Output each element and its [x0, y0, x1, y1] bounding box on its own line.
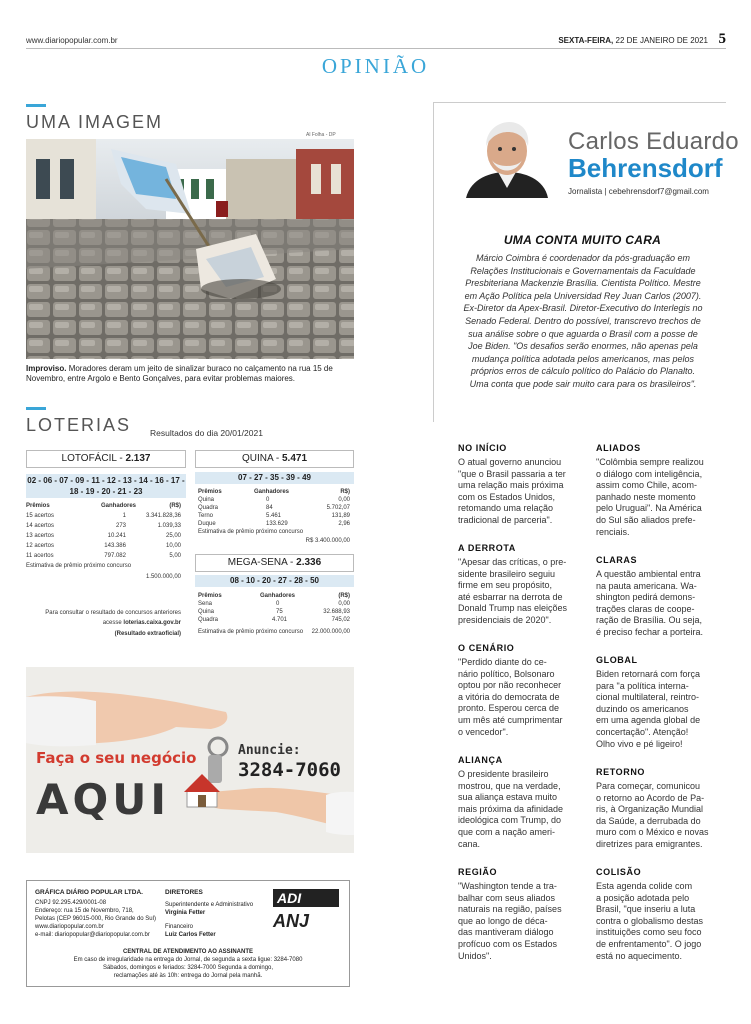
company-cnpj: CNPJ 92.295.429/0001-08 [35, 900, 107, 906]
text-line: até esbarrar na derrota de [458, 591, 563, 602]
text-line: mais próxima da afinidade [458, 803, 564, 814]
director1-role: Superintendente e Administrativo [165, 902, 254, 908]
text-line: Donald Trump nas eleições [458, 603, 568, 614]
intro-line: Joe Biden. "Os desafios serão enormes, não apenas pela [468, 341, 698, 352]
quina-table [198, 489, 350, 549]
intro-line: Márcio Coimbra é coordenador da pós-graduação em [475, 253, 691, 263]
director1-name: Virgínia Fetter [165, 910, 206, 916]
table-cell: 2,96 [338, 521, 350, 527]
page-header [26, 31, 726, 48]
table-cell: 131,89 [331, 513, 350, 519]
page-date [558, 36, 708, 45]
subhead-colisao: COLISÃO [596, 867, 642, 877]
intro-line: Uma conta que pode sair muito cara para os brasileiros". [469, 378, 697, 389]
intro-line: próprios erros de cálculo político do Palácio do Planalto. [470, 366, 696, 377]
text-line: Biden retornará com força [596, 669, 701, 679]
photo-credit: Al Folha - DP [306, 132, 336, 138]
table-cell: 745,02 [331, 617, 350, 623]
para-regiao [458, 881, 572, 962]
lotofacil-numbers-line2: 18 - 19 - 20 - 21 - 23 [69, 487, 143, 496]
para-o-cenario [458, 657, 572, 738]
subhead-regiao: REGIÃO [458, 867, 498, 877]
megasena-estimate: 22.000.000,00 [311, 629, 350, 635]
subhead-retorno: RETORNO [596, 767, 646, 777]
column-border-top [433, 102, 726, 103]
table-cell: 5.461 [266, 513, 282, 519]
service-line1: Em caso de irregularidade na entrega do Jornal, de segunda a sexta ligue: 3284-7080 [73, 957, 303, 963]
table-cell: 10.241 [107, 533, 126, 539]
table-cell: 797.082 [104, 553, 126, 559]
text-line: o vencedor". [458, 726, 509, 737]
table-cell: 5.702,07 [326, 505, 350, 511]
intro-line: mudança política adotada pelos americanos, mas pelos [471, 353, 695, 364]
table-cell: 143.386 [104, 543, 126, 549]
email-link[interactable]: e-mail: diariopopular@diariopopular.com.br [35, 932, 150, 938]
quina-numbers: 07 - 27 - 35 - 39 - 49 [195, 472, 354, 484]
text-line: shington pedirá demons- [596, 592, 696, 603]
table-cell: 75 [276, 609, 283, 615]
text-line: muro com o México e novas [596, 827, 709, 838]
text-line: renciais. [596, 526, 630, 537]
service-title: CENTRAL DE ATENDIMENTO AO ASSINANTE [122, 949, 253, 955]
quina-col-valor: R$) [340, 489, 350, 495]
quina-estimate-label: Estimativa de prêmio próximo concurso [198, 529, 304, 535]
street-pothole-photo [26, 139, 354, 359]
text-line: balhar com seus aliados [458, 892, 556, 903]
intro-line: em Ação Política pela Universidad Rey Juan Carlos (2007). [464, 290, 702, 301]
ad-headline: Faça o seu negócio [36, 749, 197, 767]
megasena-header [195, 554, 354, 572]
megasena-table [198, 593, 350, 639]
text-line: está no aquecimento. [596, 950, 683, 961]
megasena-contest: 2.336 [296, 557, 322, 568]
lottery-date: Resultados do dia 20/01/2021 [150, 428, 263, 438]
table-cell: 0 [276, 601, 280, 607]
text-line: com os Estados Unidos, [458, 491, 556, 502]
photo-caption [26, 364, 356, 384]
table-cell: Quadra [198, 617, 219, 623]
table-cell: 84 [266, 505, 273, 511]
service-line3: reclamações até às 10h: entrega do Jornal pela manhã. [113, 973, 263, 979]
para-retorno [596, 781, 712, 851]
text-line: diretrizes para emigrantes. [596, 838, 703, 849]
text-line: "Apesar das críticas, o pre- [458, 557, 567, 567]
text-line: O atual governo anunciou [458, 457, 562, 467]
table-cell: Quina [198, 497, 215, 503]
advertisement-banner[interactable] [26, 667, 354, 853]
text-line: "Perdido diante do ce- [458, 657, 547, 667]
table-cell: 25,00 [165, 533, 181, 539]
table-cell: 4.701 [272, 617, 288, 623]
lotofacil-estimate-label: Estimativa de prêmio próximo concurso [26, 563, 132, 569]
table-cell: 1 [122, 513, 126, 519]
table-cell: 0,00 [338, 497, 350, 503]
text-line: da Saúde, a derrubada do [596, 815, 701, 826]
text-line: das mantiveram diálogo [458, 927, 554, 938]
text-line: um mês até cumprimentar [458, 714, 563, 725]
date-weekday: SEXTA-FEIRA, [558, 36, 614, 45]
caption-text: Moradores deram um jeito de sinalizar buraco no calçamento na rua 15 de Novembro, entre Argolo e Bento Gonçalves, para evitar problemas maiores. [26, 364, 333, 383]
text-line: presidenciais de 2020". [458, 614, 552, 625]
table-cell: 1.039,33 [157, 523, 181, 529]
text-line: que com a nação ameri- [458, 826, 556, 837]
lotofacil-numbers-line1: 02 - 06 - 07 - 09 - 11 - 12 - 13 - 14 - 16 - 17 - [27, 476, 185, 485]
intro-line: Senado Federal. Dentro do possível, transcrevo trechos de [465, 315, 701, 326]
site-url[interactable]: www.diariopopular.com.br [26, 36, 118, 45]
lotofacil-header [26, 450, 186, 468]
section-title: OPINIÃO [321, 54, 430, 78]
subhead-alianca: ALIANÇA [458, 755, 503, 765]
text-line: a vitória do democrata de [458, 691, 560, 702]
text-line: Brasil, "que inseriu a luta [596, 904, 696, 915]
table-cell: 12 acertos [26, 543, 55, 549]
table-cell: Quina [198, 609, 215, 615]
text-line: mostrou, que na verdade, [458, 780, 561, 791]
text-line: Para começar, comunicou [596, 781, 701, 791]
text-line: profícuo com os Estados [458, 938, 558, 949]
text-line: Olho vivo e pé ligeiro! [596, 738, 683, 749]
megasena-name: MEGA-SENA - [227, 557, 297, 568]
quina-header [195, 450, 354, 468]
table-cell: 13 acertos [26, 533, 55, 539]
para-alianca [458, 769, 572, 850]
text-line: "que o Brasil passaria a ter [458, 468, 566, 479]
table-cell: 133.629 [266, 521, 288, 527]
lotofacil-contest: 2.137 [125, 453, 151, 464]
para-claras [596, 569, 712, 639]
column-border-left [433, 102, 434, 422]
subhead-claras: CLARAS [596, 555, 638, 565]
text-line: cana. [458, 838, 481, 849]
consult-prefix: acesse [102, 620, 122, 626]
text-line: sidente brasileiro seguiu [458, 568, 556, 579]
directors-title: DIRETORES [165, 889, 203, 896]
column-intro [448, 252, 718, 391]
text-line: pronto. Esperou cerca de [458, 703, 560, 714]
address-line1: Endereço: rua 15 de Novembro, 718, [35, 908, 134, 914]
megasena-col-premios: Prêmios [198, 593, 222, 599]
text-line: que ao longo de déca- [458, 915, 548, 926]
caption-bold: Improviso. [26, 364, 67, 373]
quina-estimate: R$ 3.400.000,00 [305, 538, 350, 544]
text-line: em uma agenda global de [596, 715, 701, 726]
text-line: trações claras de coope- [596, 603, 695, 614]
text-line: optou por não reconhecer [458, 680, 562, 691]
text-line: pelo Uruguai". Na América [596, 503, 702, 514]
page-number: 5 [718, 31, 726, 47]
lotofacil-name: LOTOFÁCIL - [61, 453, 126, 464]
ad-phone[interactable]: 3284-7060 [238, 759, 341, 781]
author-first-name: Carlos Eduardo [568, 128, 739, 155]
text-line: "Washington tende a tra- [458, 881, 557, 891]
column-title: UMA CONTA MUITO CARA [503, 233, 662, 247]
text-line: retomando uma relação [458, 503, 554, 514]
lotofacil-col-valor: (R$) [169, 503, 181, 509]
lotofacil-table [26, 503, 181, 583]
lotofacil-col-premios: Prêmios [26, 503, 50, 509]
megasena-numbers: 08 - 10 - 20 - 27 - 28 - 50 [195, 575, 354, 587]
lotofacil-numbers [26, 474, 186, 498]
text-line: de enfrentamento". O jogo [596, 938, 702, 949]
quina-contest: 5.471 [281, 453, 308, 464]
caixa-link[interactable]: loterias.caixa.gov.br [123, 620, 181, 626]
para-colisao [596, 881, 712, 962]
text-line: o diálogo com inteligência, [596, 468, 703, 479]
text-line: ideológica com Trump, do [458, 815, 562, 826]
author-last-name: Behrensdorf [568, 153, 723, 183]
para-a-derrota [458, 557, 572, 627]
text-line: naturais na região, países [458, 904, 562, 915]
header-rule [26, 48, 726, 49]
table-cell: 3.341.828,36 [145, 513, 181, 519]
subhead-a-derrota: A DERROTA [458, 543, 516, 553]
table-cell: 0,00 [338, 601, 350, 607]
table-cell: 273 [115, 523, 126, 529]
quina-col-premios: Prêmios [198, 489, 222, 495]
text-line: nário político, Bolsonaro [458, 668, 555, 679]
intro-line: Ex-Diretor da Apex-Brasil. Diretor-Executivo do Interlegis no [463, 303, 703, 314]
para-aliados [596, 457, 712, 538]
section-accent-bar [26, 104, 46, 107]
text-line: Unidos". [458, 950, 492, 961]
anj-logo: ANJ [273, 911, 310, 931]
text-line: ris, à Organização Mundial [596, 804, 704, 815]
text-line: ração de Brasília. Ou seja, [596, 615, 703, 626]
table-cell: 11 acertos [26, 553, 54, 559]
text-line: sua aliança estava muito [458, 792, 558, 803]
lottery-title: LOTERIAS [26, 415, 132, 435]
text-line: uma relação mais próxima [458, 480, 564, 491]
author-job-email: Jornalista | cebehrensdorf7@gmail.com [568, 187, 709, 196]
table-cell: 10,00 [165, 543, 181, 549]
text-line: na pauta americana. Wa- [596, 580, 697, 591]
director2-name: Luiz Carlos Fetter [165, 932, 216, 938]
table-cell: Sena [198, 601, 213, 607]
quina-name: QUINA - [241, 453, 282, 464]
date-rest: 22 DE JANEIRO DE 2021 [615, 36, 708, 45]
service-line2: Sábados, domingos e feriados: 3284-7000 Segunda a domingo, [102, 965, 274, 971]
megasena-col-ganhadores: Ganhadores [260, 593, 296, 599]
company-name: GRÁFICA DIÁRIO POPULAR LTDA. [35, 889, 143, 896]
text-line: O presidente brasileiro [458, 769, 549, 779]
text-line: tradicional de parceria". [458, 514, 553, 525]
consult-link-line [26, 620, 181, 626]
ad-call: Anuncie: [238, 743, 301, 758]
unofficial-note: (Resultado extraoficial) [114, 631, 181, 637]
table-cell: 32.688,93 [323, 609, 350, 615]
table-cell: Terno [198, 513, 214, 519]
text-line: concertação". Atenção! [596, 726, 689, 737]
text-line: duzindo os americanos [596, 703, 689, 714]
image-section-title: UMA IMAGEM [26, 112, 164, 132]
text-line: a posição adotada pelo [596, 892, 690, 903]
ad-big-text: AQUI [36, 775, 170, 824]
adi-logo: ADI [273, 889, 339, 907]
text-line: do Sul são aliados prefe- [596, 514, 696, 525]
text-line: assim como Chile, acom- [596, 480, 698, 491]
director2-role: Financeiro [165, 924, 194, 930]
intro-line: Relações Institucionais e Governamentais da Faculdade [470, 265, 696, 276]
intro-line: Presbiteriana Mackenzie Brasília. Cientista Político. Mestre [465, 278, 701, 289]
text-line: firme em seu propósito, [458, 580, 553, 591]
text-line: contra o globalismo destas [596, 915, 704, 926]
publisher-info-box [26, 880, 350, 987]
subhead-no-inicio: NO INÍCIO [458, 443, 507, 453]
table-cell: Quadra [198, 505, 219, 511]
table-cell: 5,00 [169, 553, 181, 559]
author-photo [456, 116, 558, 198]
website-link[interactable]: www.diariopopular.com.br [35, 924, 104, 930]
text-line: o retorno ao Acordo de Pa- [596, 792, 705, 803]
text-line: é preciso fechar a porteira. [596, 626, 704, 637]
megasena-estimate-label: Estimativa de prêmio próximo concurso [198, 629, 304, 635]
quina-col-ganhadores: Ganhadores [254, 489, 290, 495]
table-cell: 0 [266, 497, 270, 503]
text-line: cional multilateral, reintro- [596, 692, 700, 703]
text-line: para "a política interna- [596, 680, 689, 691]
table-cell: Duque [198, 521, 216, 527]
subhead-aliados: ALIADOS [596, 443, 641, 453]
text-line: A questão ambiental entra [596, 569, 701, 579]
text-line: "Colômbia sempre realizou [596, 457, 704, 467]
subhead-global: GLOBAL [596, 655, 638, 665]
para-no-inicio [458, 457, 572, 527]
table-cell: 15 acertos [26, 513, 55, 519]
table-cell: 14 acertos [26, 523, 55, 529]
intro-line: sua análise sobre o que aguarda o Brasil com a posse de [468, 328, 698, 339]
text-line: instituições como seu foco [596, 927, 702, 938]
text-line: Esta agenda colide com [596, 881, 693, 891]
text-line: panhado neste momento [596, 491, 696, 502]
subhead-o-cenario: O CENÁRIO [458, 643, 515, 653]
lotofacil-col-ganhadores: Ganhadores [101, 503, 137, 509]
para-global [596, 669, 712, 750]
lotofacil-estimate: 1.500.000,00 [145, 574, 181, 580]
consult-text: Para consultar o resultado de concursos anteriores [45, 610, 181, 616]
megasena-col-valor: (R$) [338, 593, 350, 599]
lottery-accent-bar [26, 407, 46, 410]
address-line2: Pelotas (CEP 96015-000, Rio Grande do Sul) [35, 916, 156, 922]
